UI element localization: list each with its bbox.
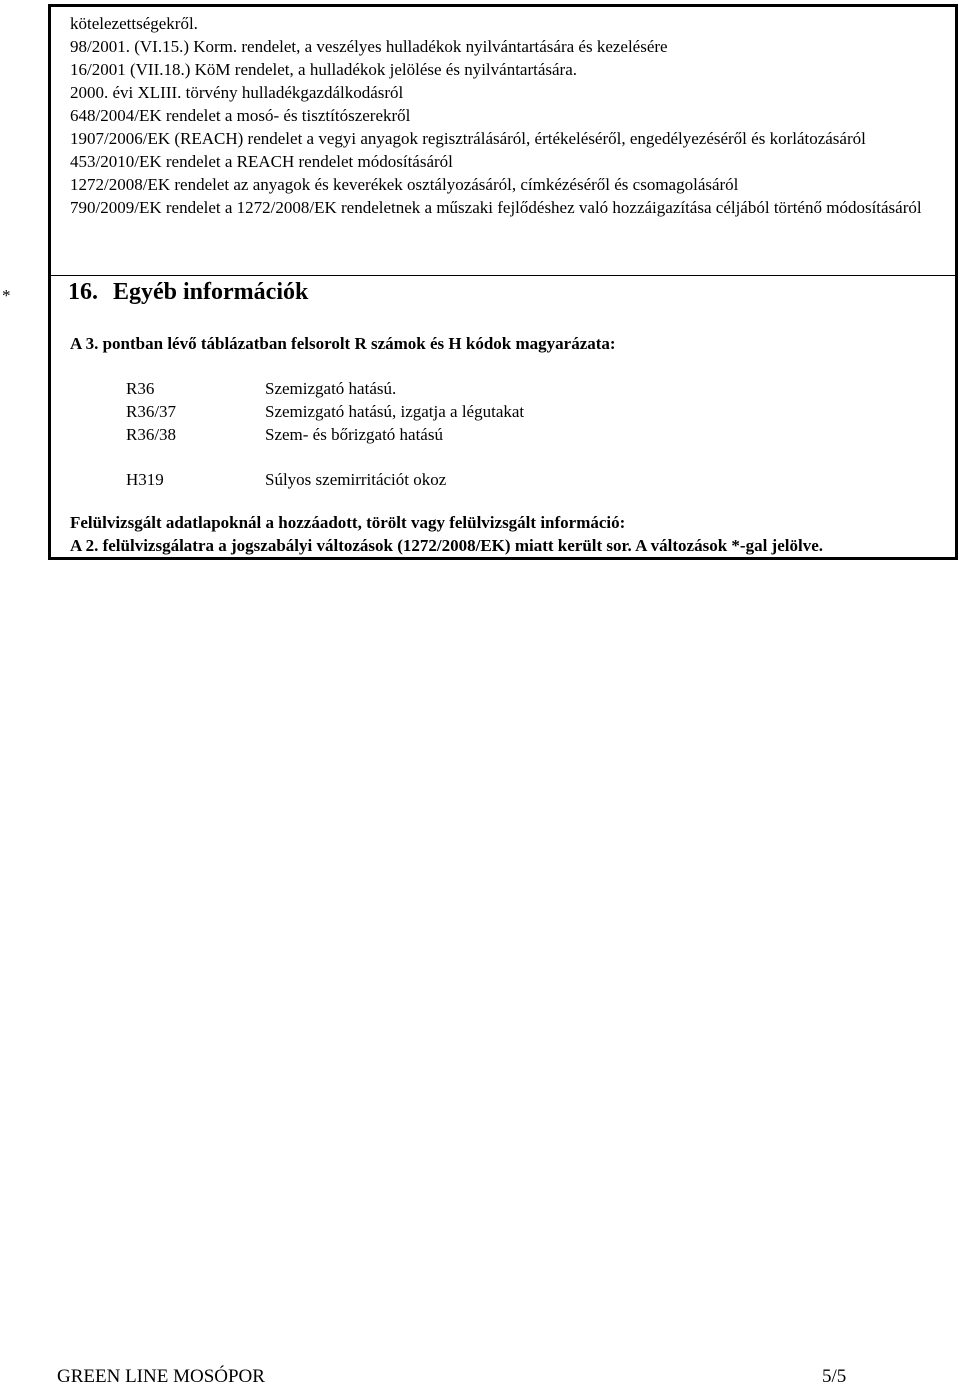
regulation-item: 453/2010/EK rendelet a REACH rendelet módosításáról [70, 152, 453, 171]
regulations-box [51, 4, 955, 276]
code-row [126, 423, 524, 446]
code-description: Súlyos szemirritációt okoz [265, 470, 447, 489]
section-title: Egyéb információk [113, 279, 309, 305]
code-label: R36 [126, 379, 155, 398]
codes-table [126, 377, 524, 491]
revision-heading: Felülvizsgált adatlapoknál a hozzáadott, törölt vagy felülvizsgált információ: [70, 513, 626, 532]
code-row [126, 377, 524, 400]
footer-product-name: GREEN LINE MOSÓPOR [57, 1366, 265, 1387]
regulation-item: 16/2001 (VII.18.) KöM rendelet, a hulladékok jelölése és nyilvántartására. [70, 60, 578, 79]
regulation-item: 1907/2006/EK (REACH) rendelet a vegyi anyagok regisztrálásáról, értékeléséről, engedélyezéséről és korlátozásáról [70, 129, 866, 148]
revision-note: A 2. felülvizsgálatra a jogszabályi változások (1272/2008/EK) miatt került sor. A változások *-gal jelölve. [70, 536, 823, 555]
code-description: Szem- és bőrizgató hatású [265, 425, 443, 444]
regulation-item: 98/2001. (VI.15.) Korm. rendelet, a veszélyes hulladékok nyilvántartására és kezelésére [70, 37, 668, 56]
footer-page-number: 5/5 [822, 1366, 847, 1387]
change-marker: * [2, 286, 11, 305]
code-label: R36/37 [126, 402, 177, 421]
codes-intro: A 3. pontban lévő táblázatban felsorolt R számok és H kódok magyarázata: [70, 334, 616, 353]
regulation-item: 648/2004/EK rendelet a mosó- és tisztítószerekről [70, 106, 411, 125]
code-description: Szemizgató hatású. [265, 379, 397, 398]
code-label: H319 [126, 470, 164, 489]
regulation-item: 2000. évi XLIII. törvény hulladékgazdálkodásról [70, 83, 404, 102]
code-row [126, 468, 524, 491]
code-description: Szemizgató hatású, izgatja a légutakat [265, 402, 525, 421]
regulation-item: kötelezettségekről. [70, 14, 198, 33]
regulation-item: 790/2009/EK rendelet a 1272/2008/EK rendeletnek a műszaki fejlődéshez való hozzáigazítása céljából történő módosításáról [70, 198, 922, 217]
section-number: 16. [68, 279, 98, 305]
regulation-item: 1272/2008/EK rendelet az anyagok és keverékek osztályozásáról, címkézéséről és csomagolásáról [70, 175, 739, 194]
code-label: R36/38 [126, 425, 177, 444]
code-row [126, 400, 524, 423]
section-heading [68, 279, 308, 306]
regulation-list [70, 12, 940, 219]
